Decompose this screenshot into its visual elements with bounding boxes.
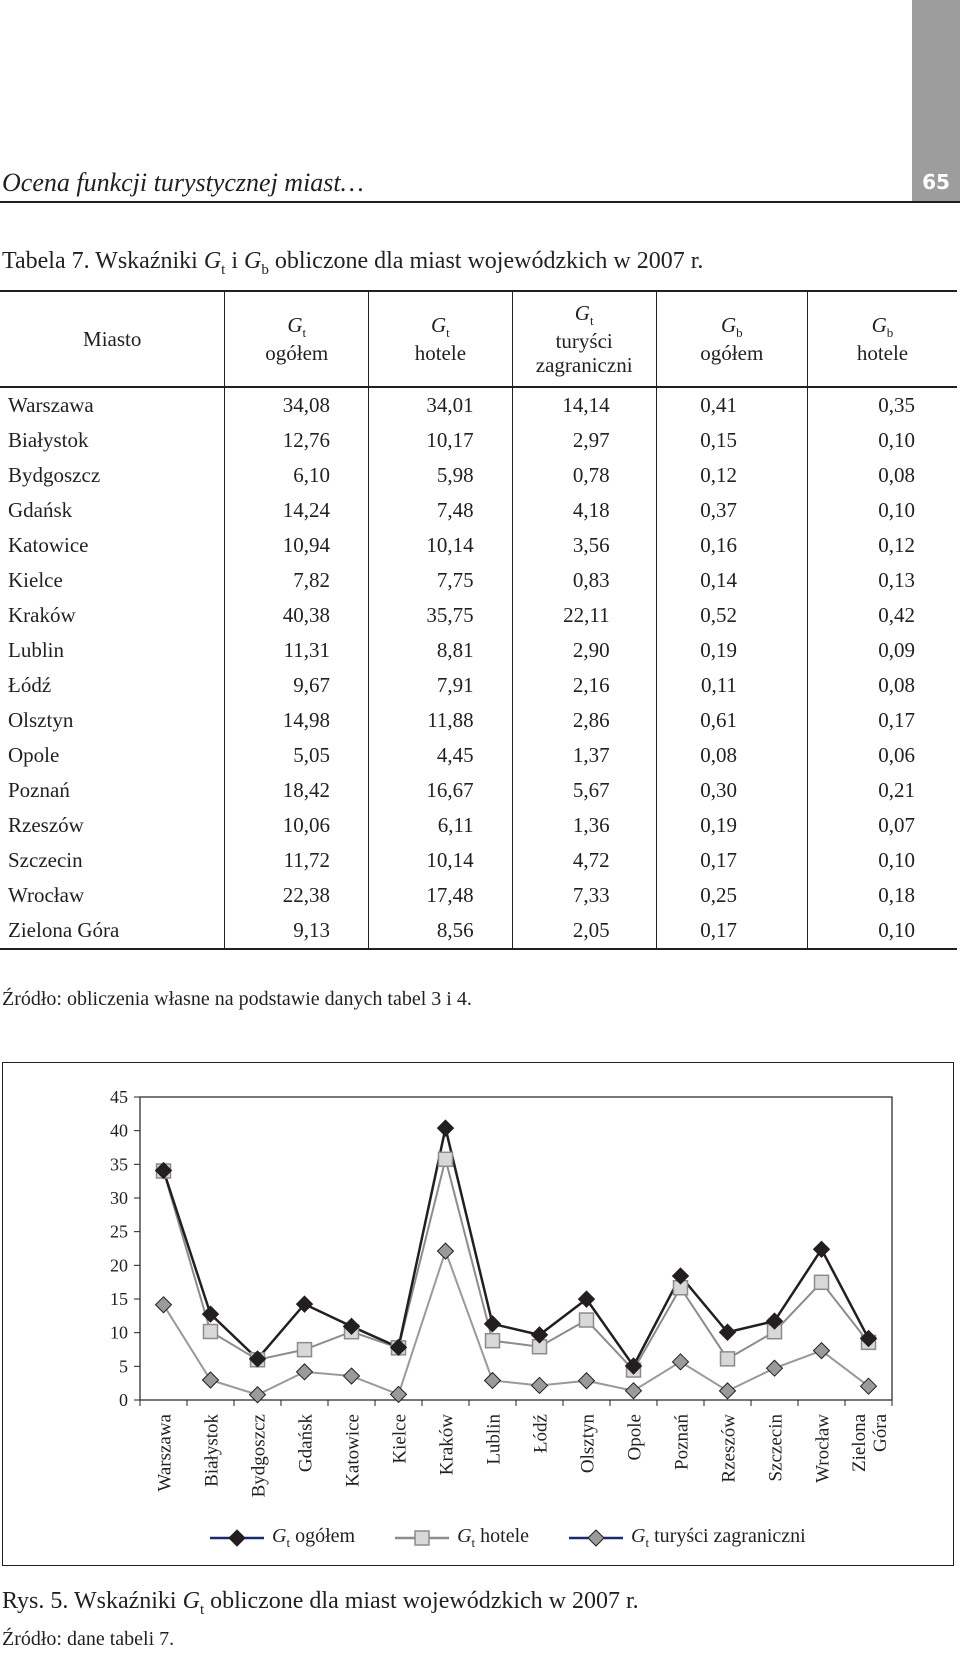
x-tick-label: Gdańsk (295, 1414, 317, 1473)
value-cell: 0,12 (656, 458, 807, 493)
value-cell: 2,05 (512, 913, 656, 949)
value-cell: 0,78 (512, 458, 656, 493)
value-cell: 0,10 (807, 913, 957, 949)
value-cell: 7,48 (369, 493, 513, 528)
value-cell: 0,37 (656, 493, 807, 528)
city-cell: Opole (0, 738, 225, 773)
value-cell: 0,06 (807, 738, 957, 773)
value-cell: 0,19 (656, 808, 807, 843)
y-tick-label: 15 (110, 1289, 128, 1309)
value-cell: 0,25 (656, 878, 807, 913)
series-3-point (438, 1243, 454, 1259)
x-tick-label: Zielona (849, 1414, 870, 1473)
city-cell: Lublin (0, 633, 225, 668)
value-cell: 0,10 (807, 423, 957, 458)
city-cell: Łódź (0, 668, 225, 703)
value-cell: 0,10 (807, 843, 957, 878)
x-tick-label: Góra (870, 1414, 891, 1452)
series-2-point (439, 1152, 453, 1166)
value-cell: 0,16 (656, 528, 807, 563)
city-cell: Białystok (0, 423, 225, 458)
value-cell: 0,21 (807, 773, 957, 808)
value-cell: 0,09 (807, 633, 957, 668)
value-cell: 0,17 (807, 703, 957, 738)
x-tick-label: Poznań (671, 1414, 693, 1470)
table-source: Źródło: obliczenia własne na podstawie danych tabel 3 i 4. (2, 988, 472, 1010)
value-cell: 8,81 (369, 633, 513, 668)
x-tick-label: Katowice (342, 1414, 364, 1487)
series-3-point (861, 1378, 877, 1394)
x-tick-label: Olsztyn (577, 1414, 599, 1474)
value-cell: 9,13 (225, 913, 369, 949)
city-cell: Wrocław (0, 878, 225, 913)
header-miasto: Miasto (0, 291, 225, 387)
value-cell: 0,08 (807, 668, 957, 703)
page-number: 65 (922, 170, 950, 194)
city-cell: Kraków (0, 598, 225, 633)
value-cell: 35,75 (369, 598, 513, 633)
series-3-point (579, 1373, 595, 1389)
series-line-1 (164, 1128, 869, 1366)
value-cell: 40,38 (225, 598, 369, 633)
value-cell: 17,48 (369, 878, 513, 913)
value-cell: 14,14 (512, 387, 656, 423)
city-cell: Gdańsk (0, 493, 225, 528)
value-cell: 6,11 (369, 808, 513, 843)
value-cell: 10,17 (369, 423, 513, 458)
value-cell: 14,24 (225, 493, 369, 528)
series-3-point (814, 1343, 830, 1359)
legend-item-2: $G_t$ hotele (395, 1525, 529, 1551)
x-tick-label: Wrocław (812, 1414, 834, 1483)
city-cell: Kielce (0, 563, 225, 598)
value-cell: 2,86 (512, 703, 656, 738)
value-cell: 2,16 (512, 668, 656, 703)
value-cell: 0,41 (656, 387, 807, 423)
legend-item-3: $G_t$ turyści zagraniczni (569, 1525, 806, 1551)
city-cell: Szczecin (0, 843, 225, 878)
value-cell: 10,14 (369, 528, 513, 563)
value-cell: 10,14 (369, 843, 513, 878)
series-3-point (203, 1372, 219, 1388)
y-tick-label: 10 (110, 1322, 128, 1343)
series-1-point (438, 1120, 454, 1136)
value-cell: 4,45 (369, 738, 513, 773)
value-cell: 5,05 (225, 738, 369, 773)
value-cell: 0,08 (656, 738, 807, 773)
series-2-point (721, 1352, 735, 1366)
value-cell: 11,31 (225, 633, 369, 668)
legend-swatch (210, 1526, 264, 1550)
x-tick-label: Rzeszów (718, 1414, 740, 1483)
series-3-point (297, 1364, 313, 1380)
value-cell: 7,75 (369, 563, 513, 598)
value-cell: 22,11 (512, 598, 656, 633)
y-tick-label: 35 (110, 1154, 128, 1175)
value-cell: 4,18 (512, 493, 656, 528)
table-caption: Tabela 7. Wskaźniki $G_t$ i $G_b$ obliczone dla miast wojewódzkich w 2007 r. (2, 248, 704, 278)
legend-swatch (569, 1526, 623, 1550)
value-cell: 16,67 (369, 773, 513, 808)
value-cell: 0,30 (656, 773, 807, 808)
x-tick-label: Kielce (389, 1414, 411, 1464)
value-cell: 1,37 (512, 738, 656, 773)
x-tick-label: Warszawa (154, 1414, 176, 1492)
value-cell: 0,07 (807, 808, 957, 843)
value-cell: 0,19 (656, 633, 807, 668)
series-3-point (626, 1383, 642, 1399)
city-cell: Warszawa (0, 387, 225, 423)
value-cell: 7,33 (512, 878, 656, 913)
series-2-point (486, 1334, 500, 1348)
value-cell: 2,90 (512, 633, 656, 668)
x-tick-label: Łódź (530, 1414, 552, 1454)
series-3-point (485, 1372, 501, 1388)
value-cell: 0,15 (656, 423, 807, 458)
y-tick-label: 20 (110, 1255, 128, 1276)
value-cell: 9,67 (225, 668, 369, 703)
value-cell: 0,42 (807, 598, 957, 633)
series-2-point (298, 1343, 312, 1357)
y-tick-label: 0 (119, 1390, 128, 1410)
header-col-3: $G_t$ turyści zagraniczni (512, 291, 656, 387)
value-cell: 5,98 (369, 458, 513, 493)
value-cell: 0,13 (807, 563, 957, 598)
city-cell: Bydgoszcz (0, 458, 225, 493)
value-cell: 10,06 (225, 808, 369, 843)
value-cell: 3,56 (512, 528, 656, 563)
value-cell: 0,14 (656, 563, 807, 598)
figure-source: Źródło: dane tabeli 7. (2, 1628, 175, 1650)
series-3-point (720, 1383, 736, 1399)
x-tick-label: Lublin (483, 1414, 505, 1465)
x-tick-label: Opole (624, 1414, 646, 1461)
y-tick-label: 5 (119, 1356, 128, 1377)
x-tick-label: Szczecin (765, 1414, 787, 1482)
value-cell: 0,61 (656, 703, 807, 738)
value-cell: 0,08 (807, 458, 957, 493)
value-cell: 6,10 (225, 458, 369, 493)
value-cell: 12,76 (225, 423, 369, 458)
city-cell: Poznań (0, 773, 225, 808)
x-tick-label: Bydgoszcz (248, 1414, 270, 1498)
series-2-point (815, 1275, 829, 1289)
y-tick-label: 40 (110, 1120, 128, 1141)
value-cell: 10,94 (225, 528, 369, 563)
city-cell: Rzeszów (0, 808, 225, 843)
header-col-2: $G_t$ hotele (369, 291, 513, 387)
x-tick-label: Kraków (436, 1414, 458, 1476)
city-cell: Olsztyn (0, 703, 225, 738)
series-3-point (344, 1368, 360, 1384)
x-tick-label: Białystok (201, 1414, 223, 1487)
y-tick-label: 45 (110, 1087, 128, 1107)
header-col-4: $G_b$ ogółem (656, 291, 807, 387)
series-3-point (156, 1297, 172, 1313)
value-cell: 5,67 (512, 773, 656, 808)
series-3-point (532, 1377, 548, 1393)
value-cell: 7,82 (225, 563, 369, 598)
value-cell: 18,42 (225, 773, 369, 808)
value-cell: 0,10 (807, 493, 957, 528)
value-cell: 2,97 (512, 423, 656, 458)
value-cell: 0,11 (656, 668, 807, 703)
figure-caption: Rys. 5. Wskaźniki $G_t$ obliczone dla miast wojewódzkich w 2007 r. (2, 1588, 639, 1618)
value-cell: 0,12 (807, 528, 957, 563)
y-tick-label: 25 (110, 1221, 128, 1242)
value-cell: 34,08 (225, 387, 369, 423)
y-tick-label: 30 (110, 1188, 128, 1208)
header-col-1: $G_t$ ogółem (225, 291, 369, 387)
chart-legend (210, 1525, 806, 1556)
value-cell: 4,72 (512, 843, 656, 878)
city-cell: Zielona Góra (0, 913, 225, 949)
legend-swatch (395, 1526, 449, 1550)
series-3-point (767, 1360, 783, 1376)
series-2-point (204, 1325, 218, 1339)
legend-item-1: $G_t$ ogółem (210, 1525, 355, 1551)
value-cell: 0,17 (656, 843, 807, 878)
series-2-point (580, 1313, 594, 1327)
running-title: Ocena funkcji turystycznej miast… (2, 168, 364, 197)
value-cell: 0,18 (807, 878, 957, 913)
value-cell: 11,88 (369, 703, 513, 738)
header-col-5: $G_b$ hotele (807, 291, 957, 387)
series-3-point (673, 1354, 689, 1370)
value-cell: 14,98 (225, 703, 369, 738)
value-cell: 22,38 (225, 878, 369, 913)
value-cell: 0,35 (807, 387, 957, 423)
value-cell: 11,72 (225, 843, 369, 878)
value-cell: 34,01 (369, 387, 513, 423)
value-cell: 0,17 (656, 913, 807, 949)
value-cell: 0,83 (512, 563, 656, 598)
value-cell: 8,56 (369, 913, 513, 949)
value-cell: 7,91 (369, 668, 513, 703)
value-cell: 0,52 (656, 598, 807, 633)
series-1-point (814, 1241, 830, 1257)
value-cell: 1,36 (512, 808, 656, 843)
city-cell: Katowice (0, 528, 225, 563)
series-line-2 (164, 1159, 869, 1370)
